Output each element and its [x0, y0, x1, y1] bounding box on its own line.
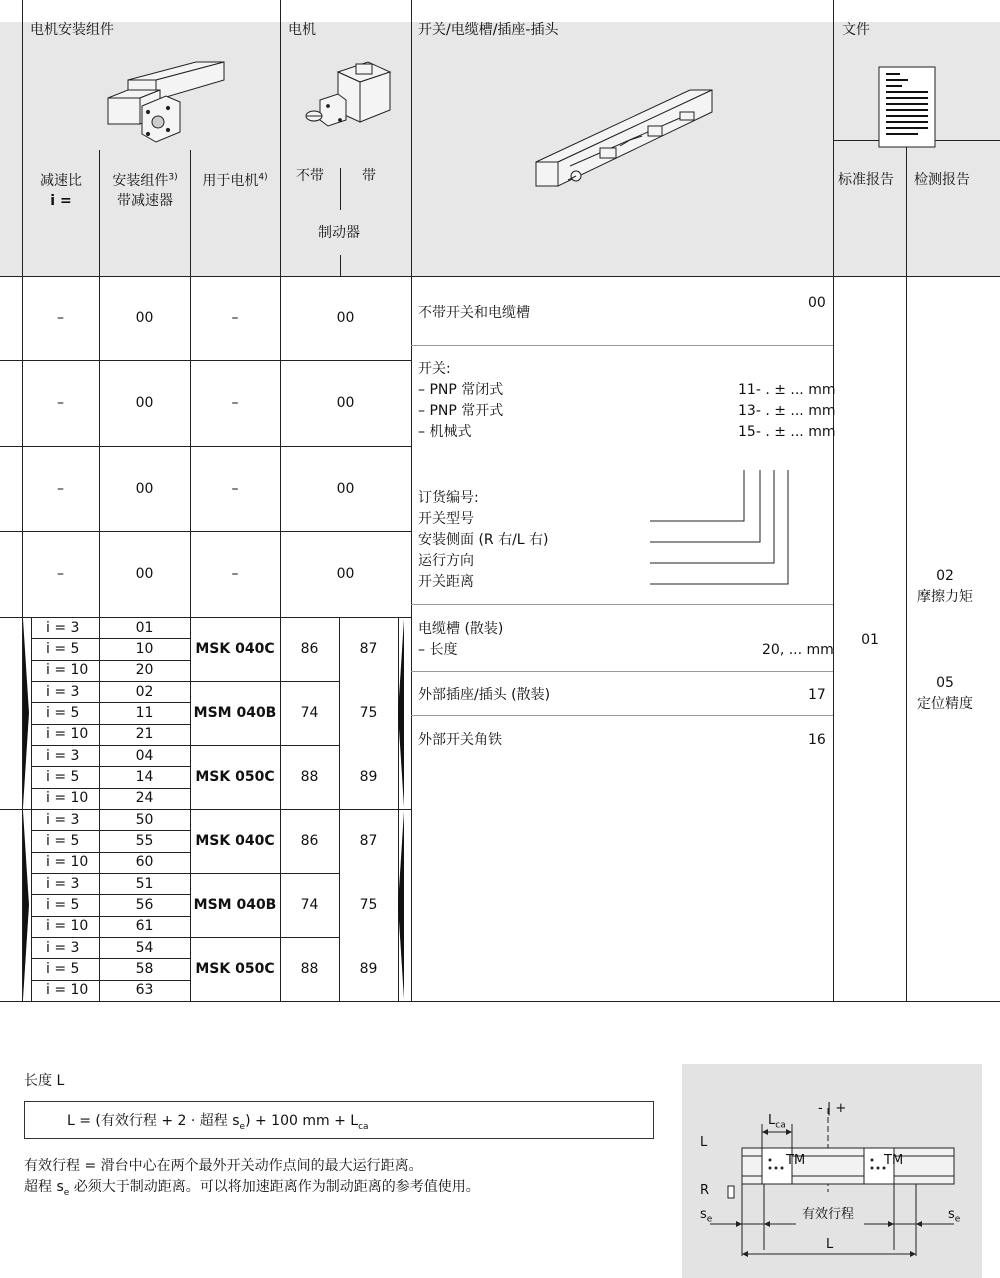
grid-line [280, 0, 281, 1001]
simple-row-kit: 00 [135, 566, 154, 582]
motor-code-without-brake: 74 [300, 705, 319, 721]
std-report-code: 01 [861, 632, 879, 648]
ratio-sub: i = [50, 193, 72, 209]
gear-ratio: i = 3 [46, 683, 80, 700]
tm-label-left: TM [786, 1153, 806, 1168]
gear-kit-code: 20 [135, 662, 154, 679]
std-report-label: 标准报告 [838, 172, 894, 188]
gear-ratio: i = 10 [46, 982, 89, 999]
gear-kit-code: 24 [135, 790, 154, 807]
with-brake-label: 带 [362, 168, 376, 184]
kit-sub: 带减速器 [117, 193, 173, 209]
gear-kit-code: 56 [135, 896, 154, 913]
test-report-label: 定位精度 [917, 696, 973, 712]
stroke-label: 有效行程 [802, 1207, 855, 1222]
switch-option-code: 15- . ± ... mm [738, 424, 836, 440]
gear-kit-code: 51 [135, 875, 154, 892]
socket-code: 17 [808, 687, 826, 703]
simple-row-motor: – [231, 310, 239, 326]
gear-kit-code: 11 [135, 704, 154, 721]
motor-code-without-brake: 88 [300, 961, 319, 977]
gear-ratio: i = 10 [46, 918, 89, 935]
total-length-label: L [826, 1237, 834, 1252]
gear-ratio: i = 5 [46, 768, 80, 785]
gear-ratio: i = 5 [46, 832, 80, 849]
motor-code-without-brake: 86 [300, 641, 319, 657]
simple-row-motor: – [231, 566, 239, 582]
bracket-code: 16 [808, 732, 826, 748]
gear-motor-type: MSK 040C [195, 833, 275, 849]
cable-title: 电缆槽 (散装) [418, 621, 504, 637]
order-code-leader-lines [640, 466, 800, 588]
grid-line [0, 446, 411, 447]
grid-line [0, 360, 411, 361]
test-report-code: 05 [936, 675, 954, 691]
simple-row-kit: 00 [135, 395, 154, 411]
motor-code-with-brake: 75 [359, 897, 378, 913]
gear-ratio: i = 10 [46, 854, 89, 871]
order-item: 开关型号 [418, 511, 474, 527]
grid-line [31, 617, 32, 1001]
without-brake-label: 不带 [296, 168, 324, 184]
gear-ratio: i = 3 [46, 939, 80, 956]
grid-line [99, 150, 100, 276]
order-item: 安装侧面 (R 右/L 右) [418, 532, 549, 548]
gear-kit-code: 14 [135, 768, 154, 785]
left-bracket-marks [19, 617, 31, 1001]
cable-length-label: – 长度 [418, 642, 458, 658]
motor-code-without-brake: 74 [300, 897, 319, 913]
ratio-label: 减速比 [40, 173, 82, 189]
kit-label: 安装组件$^{3)}$ [112, 172, 178, 189]
overtravel-note: 超程 $s_e$ 必须大于制动距离。可以将加速距离作为制动距离的参考值使用。 [24, 1179, 480, 1198]
length-formula: L = (有效行程 + 2 · 超程 $s_e) + 100$ mm + $L_{ca}$ [67, 1113, 369, 1132]
grid-line [190, 276, 191, 1001]
simple-row-code: 00 [336, 566, 355, 582]
gear-motor-type: MSK 040C [195, 641, 275, 657]
switch-title: 开关: [418, 361, 451, 377]
simple-row-kit: 00 [135, 310, 154, 326]
grid-line [0, 1001, 411, 1002]
simple-row-motor: – [231, 480, 239, 497]
gear-motor-type: MSK 050C [195, 769, 275, 785]
grid-line [190, 150, 191, 276]
col-docs-title: 文件 [842, 22, 870, 38]
motor-code-with-brake: 87 [359, 641, 378, 657]
motor-illustration [298, 58, 398, 148]
document-icon [878, 66, 938, 150]
motor-code-with-brake: 75 [359, 705, 378, 721]
gear-kit-code: 55 [135, 832, 154, 849]
lca-label: $L_{ca}$ [768, 1113, 786, 1131]
simple-row-code: 00 [336, 480, 355, 497]
gear-motor-type: MSM 040B [193, 897, 277, 913]
motor-code-without-brake: 86 [300, 833, 319, 849]
simple-row-ratio: – [57, 395, 64, 411]
gear-ratio: i = 5 [46, 704, 80, 721]
order-title: 订货编号: [418, 490, 479, 506]
simple-row-ratio: – [57, 310, 64, 326]
se-left-label: $s_e$ [700, 1207, 713, 1225]
gear-ratio: i = 5 [46, 960, 80, 977]
motor-code-with-brake: 89 [359, 961, 378, 977]
grid-line [411, 604, 833, 605]
right-bracket-marks [396, 617, 408, 1001]
motor-code-with-brake: 87 [359, 833, 378, 849]
grid-line [0, 276, 1000, 277]
simple-row-code: 00 [336, 310, 355, 326]
switch-option-label: – 机械式 [418, 424, 472, 440]
order-item: 开关距离 [418, 574, 474, 590]
switch-option-code: 13- . ± ... mm [738, 403, 836, 419]
simple-row-kit: 00 [135, 480, 154, 497]
gear-kit-code: 50 [135, 811, 154, 828]
col-motor-title: 电机 [288, 22, 316, 38]
gear-kit-code: 02 [135, 683, 154, 700]
order-item: 运行方向 [418, 553, 474, 569]
test-report-label: 检测报告 [914, 172, 970, 188]
test-report-label: 摩擦力矩 [917, 589, 973, 605]
gear-ratio: i = 10 [46, 790, 89, 807]
motor-code-without-brake: 88 [300, 769, 319, 785]
gear-kit-code: 54 [135, 939, 154, 956]
gear-kit-code: 60 [135, 854, 154, 871]
gear-kit-code: 04 [135, 747, 154, 764]
simple-row-motor: – [231, 395, 239, 411]
grid-line [833, 0, 834, 1001]
gear-ratio: i = 3 [46, 747, 80, 764]
switch-rail-illustration [530, 82, 720, 202]
simple-row-code: 00 [336, 395, 355, 411]
brake-label: 制动器 [318, 225, 360, 241]
no-switch-label: 不带开关和电缆槽 [418, 305, 530, 321]
brake-divider-low [340, 255, 341, 276]
side-r-label: R [700, 1183, 710, 1198]
gear-ratio: i = 3 [46, 811, 80, 828]
grid-line [411, 671, 833, 672]
bracket-label: 外部开关角铁 [418, 732, 502, 748]
direction-label: - | + [818, 1101, 847, 1116]
gear-kit-code: 21 [135, 726, 154, 743]
gear-kit-code: 10 [135, 640, 154, 657]
grid-line [411, 1001, 833, 1002]
grid-line [411, 715, 833, 716]
no-switch-code: 00 [808, 295, 826, 311]
gear-ratio: i = 10 [46, 726, 89, 743]
brake-divider [340, 168, 341, 210]
length-title: 长度 L [24, 1073, 65, 1089]
stroke-note: 有效行程 = 滑台中心在两个最外开关动作点间的最大运行距离。 [24, 1158, 423, 1174]
grid-line [833, 1001, 1000, 1002]
switch-option-label: – PNP 常开式 [418, 403, 504, 419]
length-diagram [682, 1064, 982, 1278]
gear-kit-code: 63 [135, 982, 154, 999]
gear-kit-code: 58 [135, 960, 154, 977]
simple-row-ratio: – [57, 566, 64, 582]
gear-ratio: i = 5 [46, 896, 80, 913]
test-report-code: 02 [936, 568, 954, 584]
length-formula-box [24, 1101, 654, 1139]
gear-ratio: i = 10 [46, 662, 89, 679]
switch-option-label: – PNP 常闭式 [418, 382, 504, 398]
switch-option-code: 11- . ± ... mm [738, 382, 836, 398]
gear-ratio: i = 3 [46, 875, 80, 892]
gear-kit-code: 61 [135, 918, 154, 935]
tm-label-right: TM [884, 1153, 904, 1168]
col-mount-title: 电机安装组件 [30, 22, 114, 38]
simple-row-ratio: – [57, 480, 64, 497]
col-switch-title: 开关/电缆槽/插座-插头 [418, 22, 559, 38]
gear-motor-type: MSK 050C [195, 961, 275, 977]
gear-kit-code: 01 [135, 619, 154, 636]
for-motor-label: 用于电机$^{4)}$ [202, 172, 268, 189]
gear-motor-type: MSM 040B [193, 705, 277, 721]
cable-code: 20, ... mm [762, 642, 834, 658]
motor-code-with-brake: 89 [359, 769, 378, 785]
mount-kit-illustration [100, 60, 230, 150]
gear-ratio: i = 5 [46, 640, 80, 657]
side-l-label: L [700, 1135, 708, 1150]
grid-line [411, 0, 412, 1001]
se-right-label: $s_e$ [948, 1207, 961, 1225]
grid-line [411, 345, 833, 346]
gear-ratio: i = 3 [46, 619, 80, 636]
socket-label: 外部插座/插头 (散装) [418, 687, 551, 703]
grid-line [0, 531, 411, 532]
